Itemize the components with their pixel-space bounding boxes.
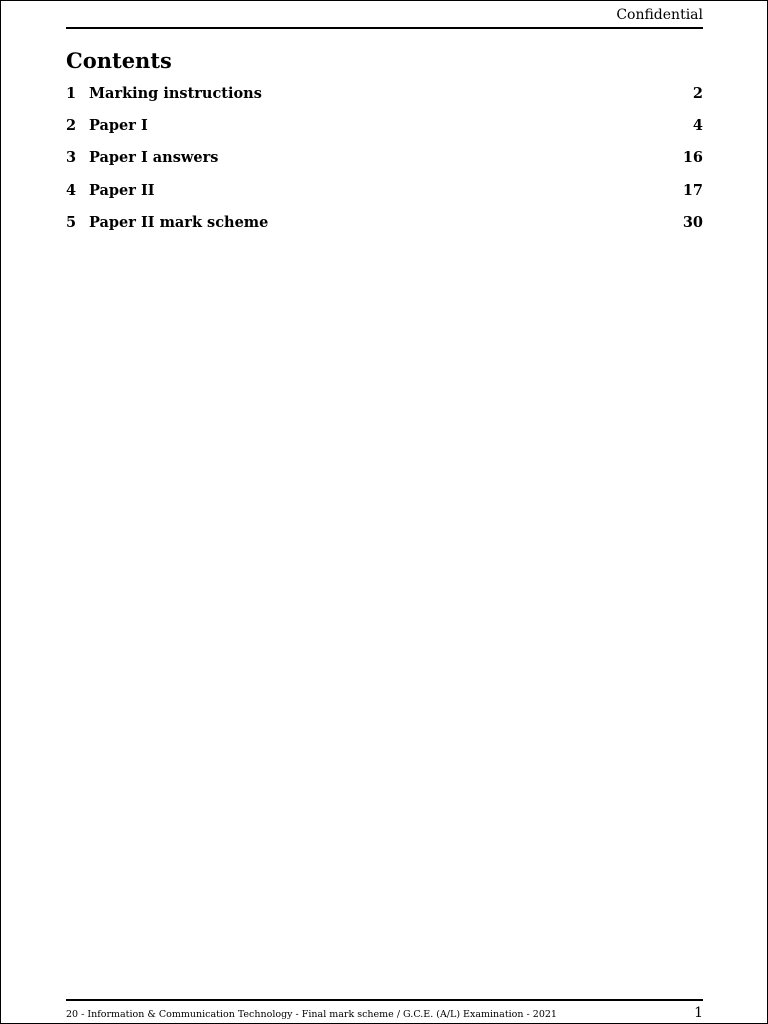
- footer-rule: [66, 999, 703, 1001]
- toc-entry-page: 17: [682, 181, 703, 199]
- toc-entry-paper-ii-mark-scheme[interactable]: [66, 214, 703, 246]
- toc-entry-number: 4: [66, 181, 77, 199]
- toc-entry-page: 16: [682, 149, 703, 167]
- table-of-contents: [66, 85, 703, 246]
- footer-document-info: 20 - Information & Communication Technology - Final mark scheme / G.C.E. (A/L) Examination - 2021: [66, 1009, 557, 1020]
- toc-entry-number: 5: [66, 213, 77, 231]
- toc-entry-page: 4: [692, 117, 703, 135]
- toc-entry-label: Paper I answers: [89, 149, 219, 167]
- toc-entry-number: 1: [66, 85, 77, 102]
- footer-page-number: 1: [694, 1005, 703, 1021]
- toc-entry-number: 2: [66, 117, 77, 135]
- toc-entry-paper-i[interactable]: [66, 117, 703, 149]
- toc-entry-page: 30: [682, 213, 703, 231]
- toc-entry-paper-i-answers[interactable]: [66, 149, 703, 181]
- toc-entry-page: 2: [692, 85, 703, 102]
- header-confidential-label: Confidential: [616, 7, 703, 23]
- toc-entry-label: Paper II mark scheme: [89, 213, 269, 231]
- header-rule: [66, 27, 703, 29]
- contents-title: Contents: [66, 48, 172, 73]
- toc-entry-marking-instructions[interactable]: [66, 85, 703, 117]
- toc-entry-number: 3: [66, 149, 77, 167]
- toc-entry-paper-ii[interactable]: [66, 182, 703, 214]
- toc-entry-label: Marking instructions: [89, 85, 262, 102]
- toc-entry-label: Paper I: [89, 117, 148, 135]
- toc-entry-label: Paper II: [89, 181, 155, 199]
